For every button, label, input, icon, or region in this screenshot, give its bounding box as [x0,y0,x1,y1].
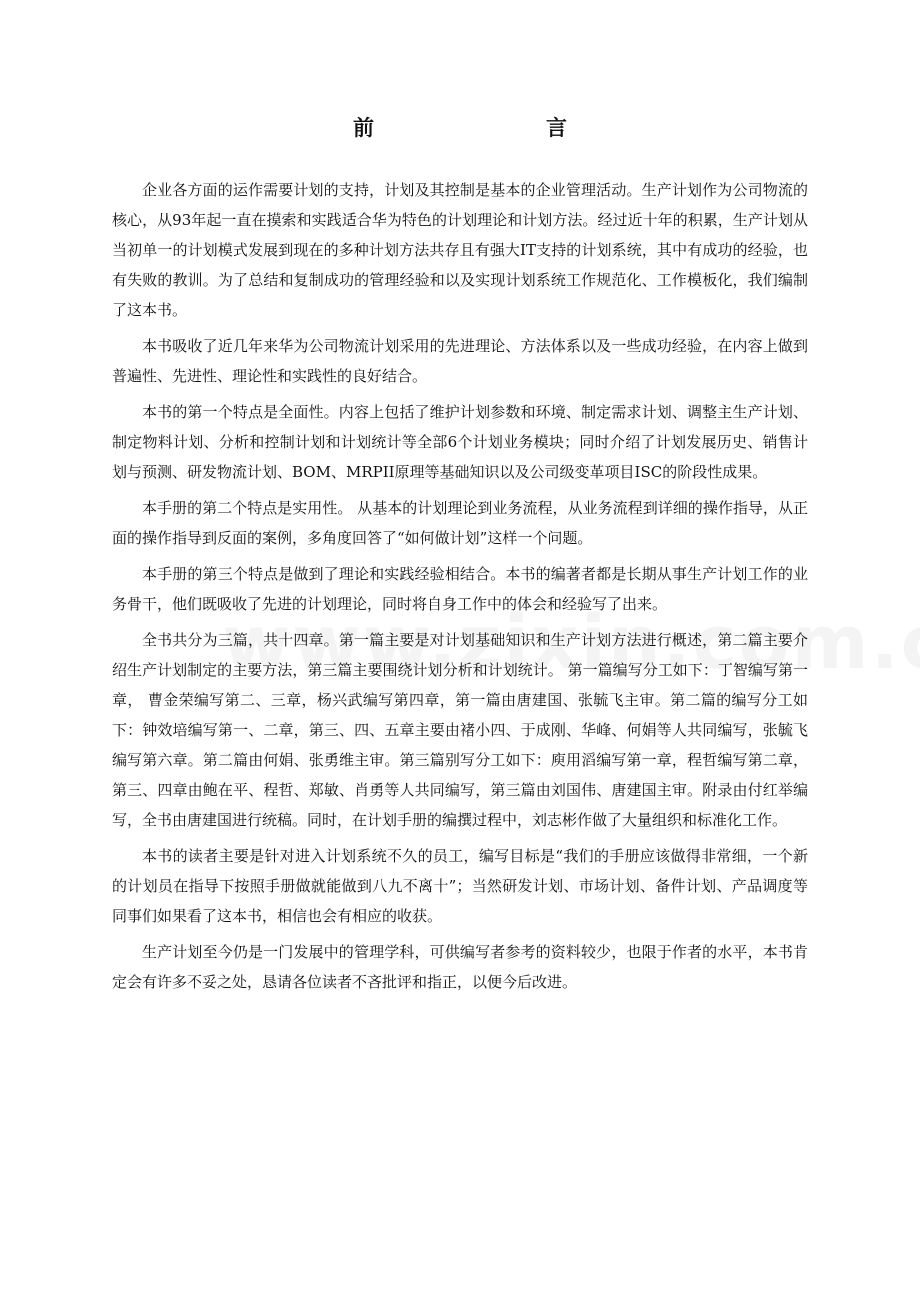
title-char-2: 言 [546,116,567,140]
paragraph-2: 本书吸收了近几年来华为公司物流计划采用的先进理论、方法体系以及一些成功经验，在内容上做到普遍性、先进性、理论性和实践性的良好结合。 [112,337,808,385]
paragraph-5: 本手册的第三个特点是做到了理论和实践经验相结合。本书的编著者都是长期从事生产计划工作的业务骨干，他们既吸收了先进的计划理论，同时将自身工作中的体会和经验写了出来。 [112,565,808,613]
paragraph-7: 本书的读者主要是针对进入计划系统不久的员工，编写目标是“我们的手册应该做得非常细，一个新的计划员在指导下按照手册做就能做到八九不离十”；当然研发计划、市场计划、备件计划、产品调度等同事们如果看了这本书，相信也会有相应的收获。 [112,847,808,925]
paragraph-6: 全书共分为三篇，共十四章。第一篇主要是对计划基础知识和生产计划方法进行概述，第二篇主要介绍生产计划制定的主要方法，第三篇主要围绕计划分析和计划统计。 第一篇编写分工如下：丁智编写第一章， 曹金荣编写第二、三章，杨兴武编写第四章，第一篇由唐建国、张毓飞主审。第二篇的编写分工如下：钟效培编写第一、二章，第三、四、五章主要由褚小四、于成刚、华峰、何娟等人共同编写，张毓飞编写第六章。第二篇由何娟、张勇维主审。第三篇别写分工如下：庾用滔编写第一章，程哲编写第二章，第三、四章由鲍在平、程哲、郑敏、肖勇等人共同编写，第三篇由刘国伟、唐建国主审。附录由付红举编写，全书由唐建国进行统稿。同时，在计划手册的编撰过程中，刘志彬作做了大量组织和标准化工作。 [112,631,808,829]
paragraph-1: 企业各方面的运作需要计划的支持，计划及其控制是基本的企业管理活动。生产计划作为公司物流的核心，从93年起一直在摸索和实践适合华为特色的计划理论和计划方法。经过近十年的积累，生产计划从当初单一的计划模式发展到现在的多种计划方法共存且有强大IT支持的计划系统，其中有成功的经验，也有失败的教训。为了总结和复制成功的管理经验和以及实现计划系统工作规范化、工作模板化，我们编制了这本书。 [112,181,808,319]
paragraph-4: 本手册的第二个特点是实用性。 从基本的计划理论到业务流程，从业务流程到详细的操作指导，从正面的操作指导到反面的案例，多角度回答了“如何做计划”这样一个问题。 [112,499,808,547]
preface-body [112,175,808,1003]
title-char-1: 前 [353,116,374,140]
paragraph-3: 本书的第一个特点是全面性。内容上包括了维护计划参数和环境、制定需求计划、调整主生产计划、制定物料计划、分析和控制计划和计划统计等全部6个计划业务模块；同时介绍了计划发展历史、销售计划与预测、研发物流计划、BOM、MRPII原理等基础知识以及公司级变革项目ISC的阶段性成果。 [112,403,808,481]
page-title [0,112,920,144]
paragraph-8: 生产计划至今仍是一门发展中的管理学科，可供编写者参考的资料较少，也限于作者的水平，本书肯定会有许多不妥之处，恳请各位读者不吝批评和指正，以便今后改进。 [112,943,808,991]
